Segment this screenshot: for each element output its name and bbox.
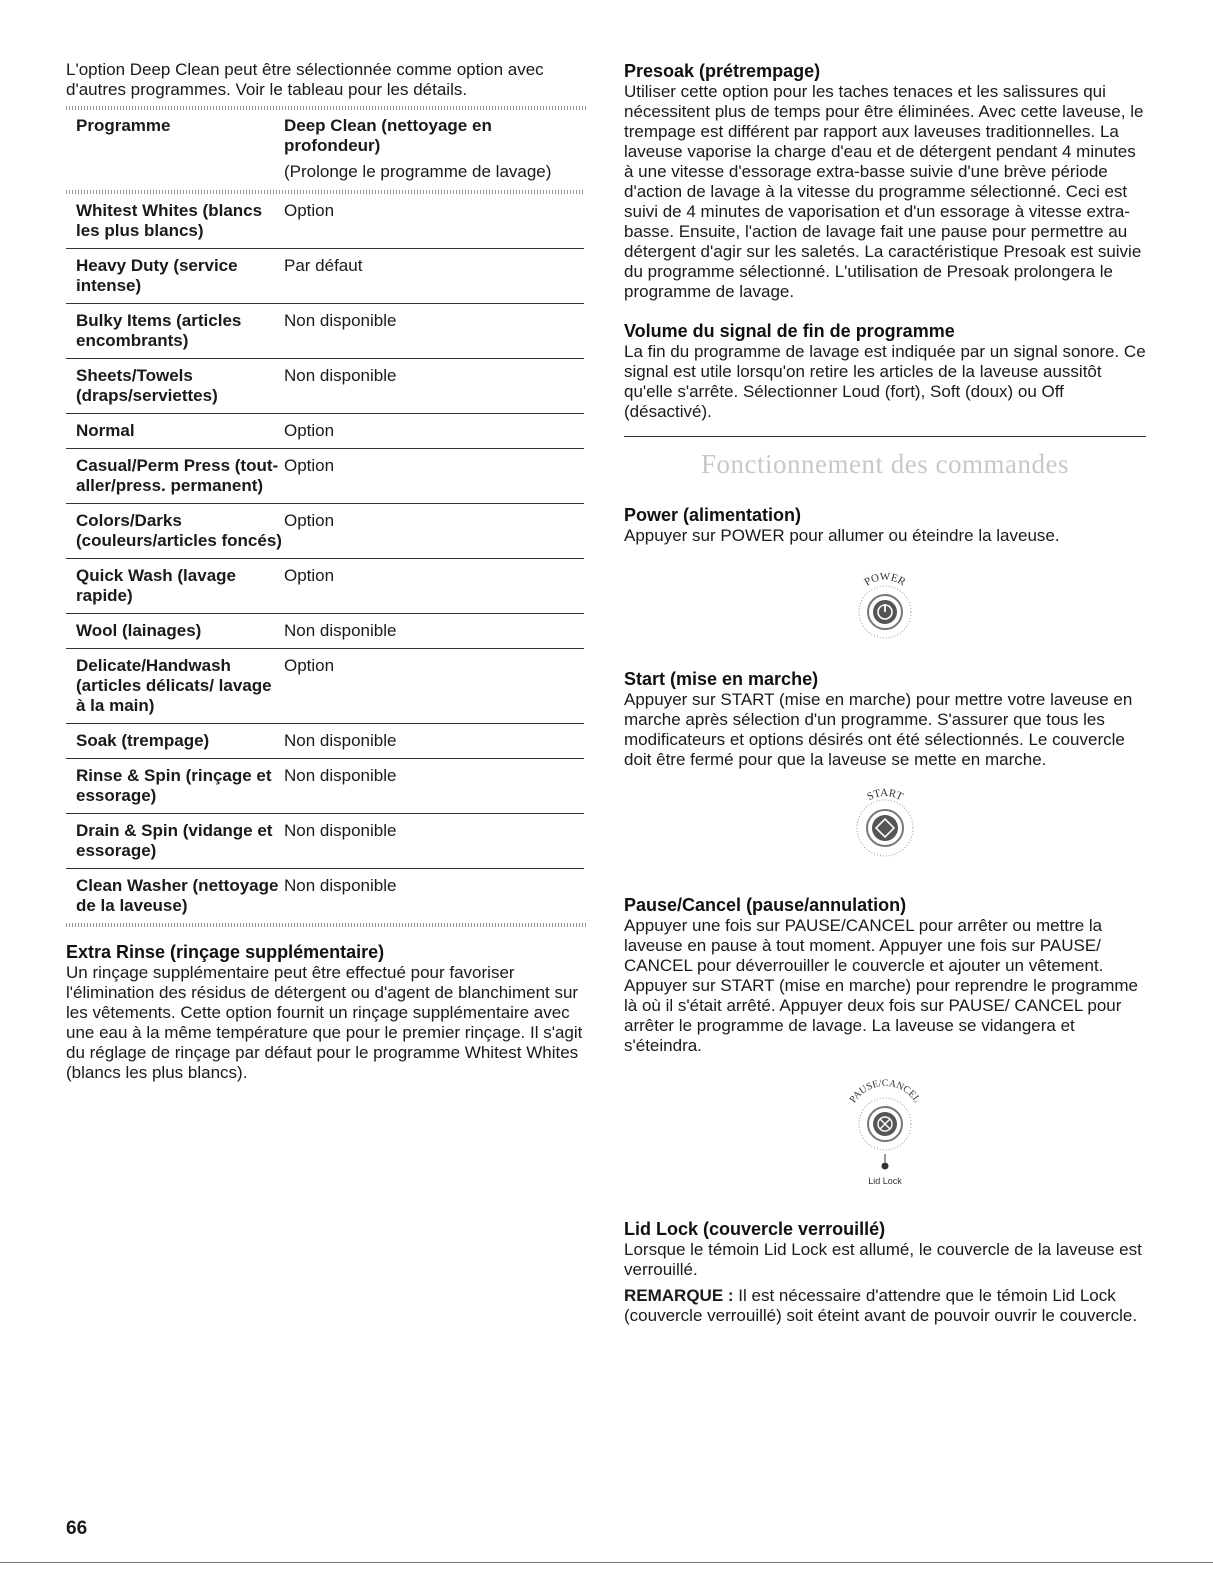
table-header-deep-clean bbox=[282, 110, 584, 190]
table-row bbox=[66, 559, 584, 614]
table-header-deep-clean-label: Deep Clean (nettoyage en profondeur) bbox=[284, 116, 492, 155]
table-row bbox=[66, 869, 584, 924]
presoak-section bbox=[624, 60, 1146, 302]
table-row bbox=[66, 759, 584, 814]
lid-lock-note-label: REMARQUE : bbox=[624, 1286, 734, 1305]
pause-body: Appuyer une fois sur PAUSE/CANCEL pour arrêter ou mettre la laveuse en pause à tout moment. Appuyer une fois sur PAUSE/ CANCEL pour déverrouiller le couvercle et ajouter un vêtement. Appuyer sur START (mise en marche) pour reprendre le programme là où il s'était arrêté. Appuyer deux fois sur PAUSE/ CANCEL pour arrêter le programme de lavage. La laveuse se vidangera et s'éteindra. bbox=[624, 916, 1138, 1055]
table-cell-program: Bulky Items (articles encombrants) bbox=[66, 304, 282, 359]
presoak-title: Presoak (prétrempage) bbox=[624, 61, 821, 81]
table-cell-program: Clean Washer (nettoyage de la laveuse) bbox=[66, 869, 282, 924]
volume-section bbox=[624, 320, 1146, 422]
intro-text: L'option Deep Clean peut être sélectionnée comme option avec d'autres programmes. Voir le tableau pour les détails. bbox=[66, 60, 544, 99]
table-cell-deep-clean: Non disponible bbox=[282, 759, 584, 814]
table-cell-program: Sheets/Towels (draps/serviettes) bbox=[66, 359, 282, 414]
lid-lock-icon-label: Lid Lock bbox=[868, 1176, 902, 1186]
start-section bbox=[624, 668, 1146, 880]
lid-lock-title: Lid Lock (couvercle verrouillé) bbox=[624, 1219, 886, 1239]
lid-lock-indicator-icon bbox=[882, 1163, 889, 1170]
table-cell-deep-clean: Non disponible bbox=[282, 304, 584, 359]
svg-text:START bbox=[865, 787, 905, 803]
table-bottom-rule bbox=[66, 923, 586, 927]
table-cell-program: Colors/Darks (couleurs/articles foncés) bbox=[66, 504, 282, 559]
table-cell-deep-clean: Non disponible bbox=[282, 614, 584, 649]
table-cell-program: Casual/Perm Press (tout-aller/press. permanent) bbox=[66, 449, 282, 504]
volume-body: La fin du programme de lavage est indiquée par un signal sonore. Ce signal est utile lorsqu'on retire les articles de la laveuse aussitôt qu'elle s'arrête. Sélectionner Loud (fort), Soft (doux) ou Off (désactivé). bbox=[624, 342, 1146, 421]
page-bottom-rule bbox=[0, 1562, 1213, 1563]
table-row bbox=[66, 359, 584, 414]
presoak-body: Utiliser cette option pour les taches tenaces et les salissures qui nécessitent plus de temps pour être éliminées. Avec cette laveuse, le trempage est différent par rapport aux laveuses traditionnelles. La laveuse vaporise la charge d'eau et de détergent pendant 4 minutes à une vitesse d'essorage extra-basse suivie d'une brève période d'action de lavage à la vitesse du programme sélectionné. Ceci est suivi de 4 minutes de vaporisation et d'un essorage à vitesse extra-basse. Ensuite, l'action de lavage fait une pause pour permettre au détergent d'agir sur les saletés. La caractéristique Presoak est suivie du programme sélectionné. L'utilisation de Presoak prolongera le programme de lavage. bbox=[624, 82, 1144, 301]
power-icon-label: POWER bbox=[862, 571, 908, 589]
table-cell-program: Whitest Whites (blancs les plus blancs) bbox=[76, 201, 263, 240]
pause-icon-label: PAUSE/CANCEL bbox=[847, 1077, 923, 1105]
table-cell-deep-clean: Par défaut bbox=[282, 249, 584, 304]
table-row bbox=[66, 649, 584, 724]
table-cell-deep-clean: Non disponible bbox=[282, 359, 584, 414]
pause-cancel-button-icon bbox=[815, 1062, 955, 1196]
table-row bbox=[66, 814, 584, 869]
table-top-rule bbox=[66, 106, 586, 110]
start-body: Appuyer sur START (mise en marche) pour mettre votre laveuse en marche après sélection d'un programme. S'assurer que tous les modificateurs et options désirés ont été sélectionnés. Le couvercle doit être fermé pour que la laveuse se mette en marche. bbox=[624, 690, 1133, 769]
lid-lock-body: Lorsque le témoin Lid Lock est allumé, le couvercle de la laveuse est verrouillé. bbox=[624, 1240, 1142, 1279]
svg-text:POWER bbox=[862, 571, 908, 589]
extra-rinse-section bbox=[66, 941, 586, 1083]
pause-title: Pause/Cancel (pause/annulation) bbox=[624, 895, 907, 915]
volume-title: Volume du signal de fin de programme bbox=[624, 321, 955, 341]
start-title: Start (mise en marche) bbox=[624, 669, 819, 689]
start-icon-label: START bbox=[865, 786, 905, 804]
table-cell-deep-clean: Option bbox=[282, 414, 584, 449]
table-row bbox=[66, 249, 584, 304]
options-table bbox=[66, 110, 584, 923]
power-section bbox=[624, 504, 1146, 654]
table-cell-program: Soak (trempage) bbox=[66, 724, 282, 759]
table-cell-program: Delicate/Handwash (articles délicats/ lavage à la main) bbox=[66, 649, 282, 724]
table-cell-program: Normal bbox=[66, 414, 282, 449]
table-row bbox=[66, 414, 584, 449]
start-button-icon bbox=[815, 770, 955, 880]
extra-rinse-body: Un rinçage supplémentaire peut être effectué pour favoriser l'élimination des résidus de détergent ou d'agent de blanchiment sur les vêtements. Cette option fournit un rinçage supplémentaire avec une eau à la même température que pour le premier rinçage. Il s'agit du réglage de rinçage par défaut pour le programme Whitest Whites (blancs les plus blancs). bbox=[66, 963, 583, 1082]
controls-heading: Fonctionnement des commandes bbox=[701, 449, 1069, 479]
table-header-rule bbox=[66, 190, 584, 194]
page-number: 66 bbox=[66, 1518, 88, 1539]
table-cell-deep-clean: Option bbox=[282, 649, 584, 724]
table-cell-deep-clean: Non disponible bbox=[282, 724, 584, 759]
power-body: Appuyer sur POWER pour allumer ou éteindre la laveuse. bbox=[624, 526, 1060, 545]
table-header-deep-clean-sub: (Prolonge le programme de lavage) bbox=[284, 162, 552, 181]
lid-lock-note-body: Il est nécessaire d'attendre que le témoin Lid Lock (couvercle verrouillé) soit éteint avant de pouvoir ouvrir le couvercle. bbox=[624, 1286, 1138, 1325]
table-cell-program: Drain & Spin (vidange et essorage) bbox=[66, 814, 282, 869]
table-cell-deep-clean: Option bbox=[284, 201, 335, 220]
table-row bbox=[66, 449, 584, 504]
table-row bbox=[66, 194, 584, 249]
pause-section bbox=[624, 894, 1146, 1196]
power-button-icon bbox=[815, 554, 955, 654]
table-row bbox=[66, 614, 584, 649]
table-cell-program: Rinse & Spin (rinçage et essorage) bbox=[66, 759, 282, 814]
table-cell-deep-clean: Non disponible bbox=[282, 814, 584, 869]
table-row bbox=[66, 504, 584, 559]
table-row bbox=[66, 724, 584, 759]
lid-lock-note bbox=[624, 1286, 1146, 1326]
table-cell-deep-clean: Option bbox=[282, 449, 584, 504]
table-row bbox=[66, 304, 584, 359]
table-cell-program: Wool (lainages) bbox=[66, 614, 282, 649]
svg-text:PAUSE/CANCEL bbox=[848, 1078, 923, 1105]
table-header-program: Programme bbox=[76, 116, 171, 135]
right-column bbox=[624, 60, 1146, 1340]
controls-rule bbox=[624, 436, 1146, 437]
table-cell-program: Heavy Duty (service intense) bbox=[66, 249, 282, 304]
power-title: Power (alimentation) bbox=[624, 505, 802, 525]
extra-rinse-title: Extra Rinse (rinçage supplémentaire) bbox=[66, 942, 385, 962]
lid-lock-section bbox=[624, 1218, 1146, 1326]
table-cell-deep-clean: Option bbox=[282, 559, 584, 614]
options-table-body bbox=[66, 194, 584, 923]
table-cell-program: Quick Wash (lavage rapide) bbox=[66, 559, 282, 614]
table-cell-deep-clean: Option bbox=[282, 504, 584, 559]
table-cell-deep-clean: Non disponible bbox=[282, 869, 584, 924]
left-column bbox=[66, 60, 586, 1097]
